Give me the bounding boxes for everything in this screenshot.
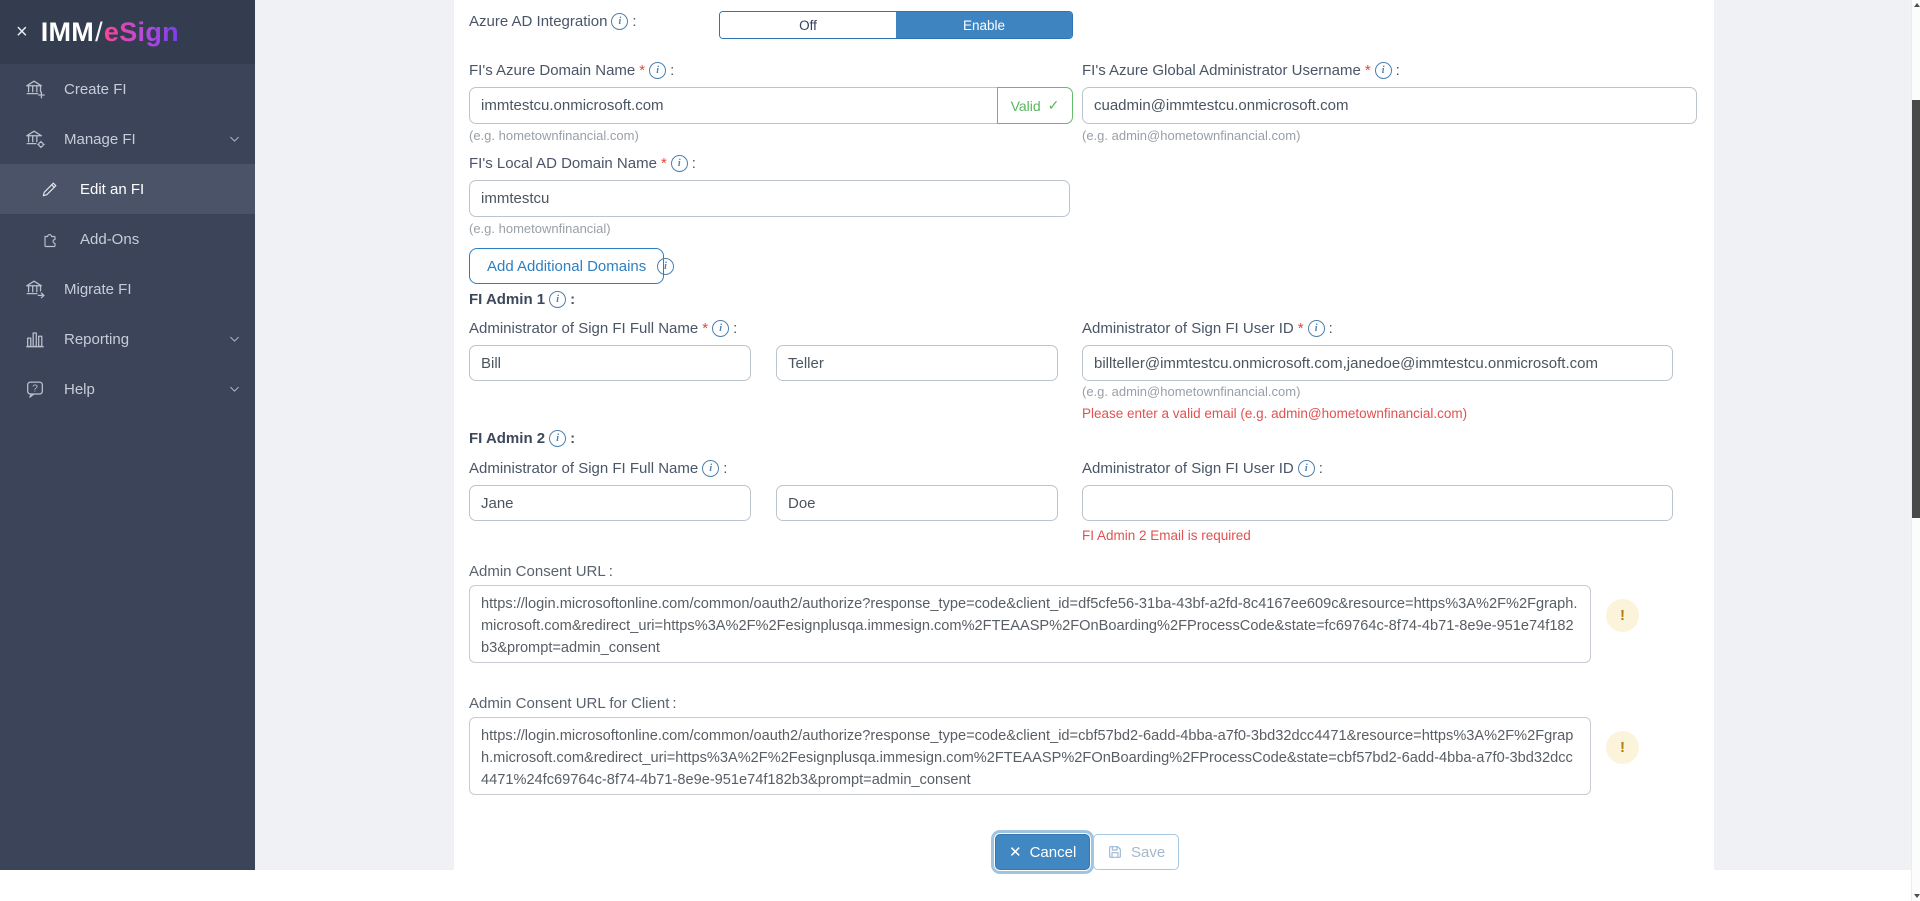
bank-plus-icon bbox=[24, 78, 46, 100]
label-text: Administrator of Sign FI Full Name bbox=[469, 320, 699, 337]
save-button[interactable] bbox=[1093, 834, 1179, 870]
scrollbar-thumb[interactable] bbox=[1912, 100, 1920, 518]
azure-admin-username-hint: (e.g. admin@hometownfinancial.com) bbox=[1082, 128, 1301, 143]
azure-admin-username-input[interactable] bbox=[1082, 87, 1697, 124]
floppy-disk-icon bbox=[1107, 844, 1123, 860]
info-icon[interactable]: i bbox=[712, 320, 729, 337]
fi-admin-2-header bbox=[469, 430, 575, 447]
azure-domain-input[interactable] bbox=[469, 87, 998, 124]
required-asterisk: * bbox=[1297, 320, 1304, 337]
bank-gear-icon bbox=[24, 128, 46, 150]
puzzle-icon bbox=[40, 229, 60, 249]
bank-arrow-icon bbox=[24, 278, 46, 300]
label-text: FI's Local AD Domain Name bbox=[469, 155, 657, 172]
sidebar-item-manage-fi[interactable] bbox=[0, 114, 255, 164]
colon: : bbox=[723, 460, 728, 477]
colon: : bbox=[570, 291, 576, 308]
colon: : bbox=[632, 13, 637, 30]
chevron-down-icon bbox=[228, 133, 241, 146]
vertical-scrollbar[interactable] bbox=[1911, 0, 1920, 901]
add-additional-domains-button[interactable]: Add Additional Domains bbox=[469, 248, 664, 284]
info-icon[interactable]: i bbox=[649, 62, 666, 79]
admin1-last-name-input[interactable] bbox=[776, 345, 1058, 381]
admin1-first-name-input[interactable] bbox=[469, 345, 751, 381]
sidebar-header bbox=[0, 0, 255, 64]
label-text: FI's Azure Global Administrator Username bbox=[1082, 62, 1361, 79]
sidebar-item-label: Reporting bbox=[64, 330, 130, 348]
logo-slash: / bbox=[95, 16, 103, 47]
sidebar-item-label: Help bbox=[64, 380, 95, 398]
admin-consent-url-box[interactable]: https://login.microsoftonline.com/common/oauth2/authorize?response_type=code&client_id=df5cfe56-31ba-43bf-a2fd-8c4167ee609c&resource=https%3A%2F%2Fgraph.microsoft.com&redirect_uri=https%3A%2F%2Fesignplusqa.immesign.com%2FTEAASP%2FOnBoarding%2FProcessCode&state=fc69764c-8f74-4b71-8e9e-951e74f182b3&prompt=admin_consent bbox=[469, 585, 1591, 663]
local-ad-domain-hint: (e.g. hometownfinancial) bbox=[469, 221, 611, 236]
toggle-enable-option[interactable]: Enable bbox=[896, 12, 1072, 38]
info-icon[interactable]: i bbox=[1308, 320, 1325, 337]
label-text: Administrator of Sign FI User ID bbox=[1082, 460, 1294, 477]
info-icon[interactable]: i bbox=[549, 430, 566, 447]
pencil-icon bbox=[40, 179, 60, 199]
sidebar-item-edit-an-fi[interactable] bbox=[0, 164, 255, 214]
admin2-last-name-input[interactable] bbox=[776, 485, 1058, 521]
admin2-user-id-input[interactable] bbox=[1082, 485, 1673, 521]
required-asterisk: * bbox=[660, 155, 667, 172]
colon: : bbox=[1318, 460, 1323, 477]
admin2-user-id-label bbox=[1082, 460, 1323, 477]
colon: : bbox=[1328, 320, 1333, 337]
admin1-user-id-label bbox=[1082, 320, 1333, 337]
toggle-off-option[interactable]: Off bbox=[720, 12, 896, 38]
colon: : bbox=[608, 563, 613, 580]
section-title: FI Admin 2 bbox=[469, 430, 546, 447]
logo-text-imm: IMM bbox=[40, 16, 95, 47]
admin2-full-name-label bbox=[469, 460, 727, 477]
info-icon[interactable]: i bbox=[1375, 62, 1392, 79]
close-icon[interactable]: × bbox=[16, 21, 28, 43]
info-icon[interactable]: i bbox=[549, 291, 566, 308]
azure-integration-label bbox=[469, 13, 637, 30]
chevron-down-icon bbox=[228, 333, 241, 346]
scroll-up-arrow[interactable] bbox=[1914, 3, 1920, 7]
help-bubble-icon bbox=[24, 378, 46, 400]
colon: : bbox=[672, 695, 677, 712]
required-asterisk: * bbox=[639, 62, 646, 79]
sidebar-item-label: Create FI bbox=[64, 80, 127, 98]
admin-consent-url-client-box[interactable]: https://login.microsoftonline.com/common/oauth2/authorize?response_type=code&client_id=cbf57bd2-6add-4bba-a7f0-3bd32dcc4471&resource=https%3A%2F%2Fgraph.microsoft.com&redirect_uri=https%3A%2F%2Fesignplusqa.immesign.com%2FTEAASP%2FOnBoarding%2FProcessCode&state=cbf57bd2-6add-4bba-a7f0-3bd32dcc4471%24fc69764c-8f74-4b71-8e9e-951e74f182b3&prompt=admin_consent bbox=[469, 717, 1591, 795]
section-title: FI Admin 1 bbox=[469, 291, 546, 308]
local-ad-domain-label bbox=[469, 155, 696, 172]
fi-admin-1-header bbox=[469, 291, 575, 308]
check-icon: ✓ bbox=[1047, 97, 1060, 113]
admin2-email-error: FI Admin 2 Email is required bbox=[1082, 528, 1251, 543]
colon: : bbox=[670, 62, 675, 79]
sidebar-item-help[interactable] bbox=[0, 364, 255, 414]
label-text: FI's Azure Domain Name bbox=[469, 62, 636, 79]
azure-domain-label bbox=[469, 62, 674, 79]
sidebar-item-add-ons[interactable] bbox=[0, 214, 255, 264]
logo-text-esign: eSign bbox=[103, 16, 179, 47]
admin-consent-url-label bbox=[469, 563, 613, 580]
close-x-icon: ✕ bbox=[1009, 843, 1022, 861]
valid-badge bbox=[997, 87, 1073, 124]
app-logo bbox=[41, 17, 179, 48]
colon: : bbox=[691, 155, 696, 172]
info-icon[interactable]: i bbox=[702, 460, 719, 477]
admin1-email-error: Please enter a valid email (e.g. admin@hometownfinancial.com) bbox=[1082, 406, 1468, 421]
admin1-user-id-input[interactable] bbox=[1082, 345, 1673, 381]
label-text: Admin Consent URL bbox=[469, 563, 606, 580]
colon: : bbox=[733, 320, 738, 337]
scroll-down-arrow[interactable] bbox=[1914, 894, 1920, 898]
azure-admin-username-label bbox=[1082, 62, 1400, 79]
label-text: Administrator of Sign FI User ID bbox=[1082, 320, 1294, 337]
admin1-full-name-label bbox=[469, 320, 737, 337]
azure-integration-toggle bbox=[719, 11, 1073, 39]
cancel-button[interactable] bbox=[995, 834, 1090, 870]
info-icon[interactable]: i bbox=[671, 155, 688, 172]
azure-domain-hint: (e.g. hometownfinancial.com) bbox=[469, 128, 639, 143]
sidebar-item-label: Migrate FI bbox=[64, 280, 132, 298]
sidebar-item-label: Manage FI bbox=[64, 130, 136, 148]
required-asterisk: * bbox=[1364, 62, 1371, 79]
local-ad-domain-input[interactable] bbox=[469, 180, 1070, 217]
admin-consent-url-client-label bbox=[469, 695, 677, 712]
question-mark: ? bbox=[32, 383, 38, 395]
sidebar-item-create-fi[interactable] bbox=[0, 64, 255, 114]
sidebar-item-reporting[interactable] bbox=[0, 314, 255, 364]
info-icon[interactable]: i bbox=[1298, 460, 1315, 477]
label-text: Admin Consent URL for Client bbox=[469, 695, 670, 712]
sidebar-item-migrate-fi[interactable] bbox=[0, 264, 255, 314]
chevron-down-icon bbox=[228, 383, 241, 396]
label-text: Azure AD Integration bbox=[469, 13, 608, 30]
admin1-user-id-hint: (e.g. admin@hometownfinancial.com) bbox=[1082, 384, 1301, 399]
sidebar-item-label: Add-Ons bbox=[80, 230, 140, 248]
label-text: Administrator of Sign FI Full Name bbox=[469, 460, 699, 477]
warning-icon[interactable]: ! bbox=[1606, 731, 1639, 764]
info-icon[interactable]: i bbox=[611, 13, 628, 30]
save-label: Save bbox=[1131, 843, 1166, 861]
info-icon[interactable]: i bbox=[657, 258, 674, 275]
required-asterisk: * bbox=[702, 320, 709, 337]
colon: : bbox=[1395, 62, 1400, 79]
sidebar bbox=[0, 0, 255, 870]
bar-chart-icon bbox=[24, 328, 46, 350]
cancel-label: Cancel bbox=[1029, 843, 1077, 861]
sidebar-item-label: Edit an FI bbox=[80, 180, 145, 198]
warning-icon[interactable]: ! bbox=[1606, 599, 1639, 632]
colon: : bbox=[570, 430, 576, 447]
admin2-first-name-input[interactable] bbox=[469, 485, 751, 521]
valid-text: Valid bbox=[1010, 97, 1041, 114]
